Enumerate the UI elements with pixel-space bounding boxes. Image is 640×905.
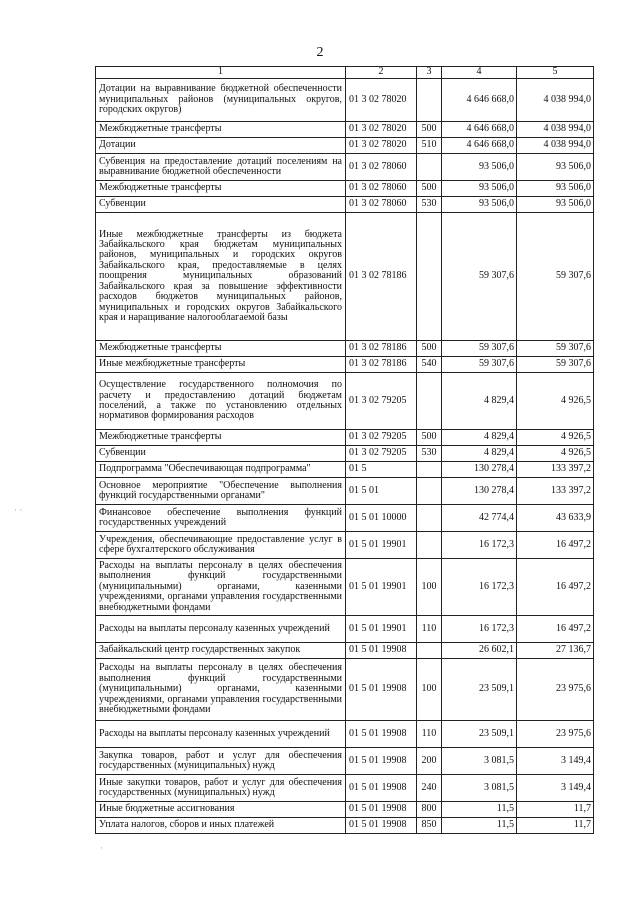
table-row: [96, 559, 594, 616]
table-row: [96, 616, 594, 643]
row-value-2025-cell: 59 307,6: [517, 357, 594, 373]
row-code-cell: 01 3 02 79205: [346, 430, 417, 446]
row-name-cell: Межбюджетные трансферты: [96, 341, 346, 357]
row-value-2024-cell: 26 602,1: [442, 643, 517, 659]
row-value-2025-cell: 23 975,6: [517, 659, 594, 721]
row-value-2024-cell: 59 307,6: [442, 357, 517, 373]
row-value-2024-cell: 4 646 668,0: [442, 122, 517, 138]
row-code-cell: 01 5 01 19908: [346, 775, 417, 802]
row-vr-cell: [417, 478, 442, 505]
row-value-2024-cell: 42 774,4: [442, 505, 517, 532]
row-name-cell: Субвенция на предоставление дотаций поселениям на выравнивание бюджетной обеспеченности: [96, 154, 346, 181]
row-name-cell: Субвенции: [96, 446, 346, 462]
row-vr-cell: 100: [417, 559, 442, 616]
row-value-2025-cell: 11,7: [517, 818, 594, 834]
table-row: [96, 505, 594, 532]
table-row: [96, 721, 594, 748]
column-header: 1: [96, 67, 346, 79]
row-code-cell: 01 3 02 78060: [346, 181, 417, 197]
table-row: [96, 154, 594, 181]
table-row: [96, 478, 594, 505]
row-vr-cell: 100: [417, 659, 442, 721]
row-code-cell: 01 3 02 78020: [346, 79, 417, 122]
row-value-2024-cell: 4 646 668,0: [442, 138, 517, 154]
row-vr-cell: 240: [417, 775, 442, 802]
row-value-2024-cell: 93 506,0: [442, 154, 517, 181]
table-row: [96, 79, 594, 122]
row-value-2024-cell: 93 506,0: [442, 197, 517, 213]
row-name-cell: Закупка товаров, работ и услуг для обеспечения государственных (муниципальных) нужд: [96, 748, 346, 775]
row-name-cell: Иные закупки товаров, работ и услуг для обеспечения государственных (муниципальных) нужд: [96, 775, 346, 802]
scan-speck: · ·: [14, 505, 23, 515]
row-value-2024-cell: 4 829,4: [442, 446, 517, 462]
row-code-cell: 01 5 01 10000: [346, 505, 417, 532]
row-vr-cell: 530: [417, 197, 442, 213]
row-code-cell: 01 3 02 78020: [346, 122, 417, 138]
table-row: [96, 775, 594, 802]
row-vr-cell: 530: [417, 446, 442, 462]
table-row: [96, 430, 594, 446]
row-value-2025-cell: 16 497,2: [517, 559, 594, 616]
row-value-2025-cell: 93 506,0: [517, 181, 594, 197]
row-value-2024-cell: 11,5: [442, 802, 517, 818]
row-code-cell: 01 5 01 19901: [346, 559, 417, 616]
table-row: [96, 643, 594, 659]
row-vr-cell: 540: [417, 357, 442, 373]
table-row: [96, 802, 594, 818]
row-vr-cell: [417, 213, 442, 341]
row-value-2025-cell: 16 497,2: [517, 616, 594, 643]
row-name-cell: Учреждения, обеспечивающие предоставление услуг в сфере бухгалтерского обслуживания: [96, 532, 346, 559]
row-vr-cell: 500: [417, 341, 442, 357]
row-vr-cell: 510: [417, 138, 442, 154]
row-vr-cell: 200: [417, 748, 442, 775]
table-row: [96, 373, 594, 430]
row-vr-cell: 500: [417, 122, 442, 138]
row-value-2024-cell: 59 307,6: [442, 213, 517, 341]
table-row: [96, 462, 594, 478]
row-value-2025-cell: 133 397,2: [517, 478, 594, 505]
row-vr-cell: [417, 373, 442, 430]
row-value-2024-cell: 4 829,4: [442, 430, 517, 446]
row-name-cell: Межбюджетные трансферты: [96, 181, 346, 197]
row-value-2025-cell: 4 926,5: [517, 430, 594, 446]
row-value-2024-cell: 4 646 668,0: [442, 79, 517, 122]
scan-speck: ·: [100, 843, 103, 853]
budget-table: [95, 66, 594, 834]
row-value-2024-cell: 23 509,1: [442, 659, 517, 721]
column-header: 5: [517, 67, 594, 79]
row-value-2025-cell: 43 633,9: [517, 505, 594, 532]
row-value-2024-cell: 130 278,4: [442, 478, 517, 505]
row-code-cell: 01 5 01 19901: [346, 532, 417, 559]
row-value-2025-cell: 59 307,6: [517, 341, 594, 357]
row-vr-cell: 110: [417, 616, 442, 643]
row-name-cell: Иные межбюджетные трансферты из бюджета Забайкальского края бюджетам муниципальных районов, муниципальных и городских округов Забайкальского края, предоставляемые в целях поощрения муниципальных образований Забайкальского края за повышение эффективности расходов бюджетов муниципальных районов, муниципальных и городских округов Забайкальского края и наращивание налогооблагаемой базы: [96, 213, 346, 341]
row-code-cell: 01 5 01 19901: [346, 616, 417, 643]
row-vr-cell: [417, 505, 442, 532]
row-name-cell: Осуществление государственного полномочия по расчету и предоставлению дотаций бюджетам поселений, а также по установлению отдельных нормативов формирования расходов: [96, 373, 346, 430]
table-row: [96, 357, 594, 373]
row-value-2025-cell: 4 038 994,0: [517, 138, 594, 154]
row-code-cell: 01 5: [346, 462, 417, 478]
row-vr-cell: 110: [417, 721, 442, 748]
row-value-2025-cell: 3 149,4: [517, 748, 594, 775]
row-code-cell: 01 3 02 78060: [346, 154, 417, 181]
row-vr-cell: [417, 154, 442, 181]
row-value-2025-cell: 4 038 994,0: [517, 79, 594, 122]
row-value-2025-cell: 133 397,2: [517, 462, 594, 478]
row-code-cell: 01 3 02 78186: [346, 213, 417, 341]
row-code-cell: 01 3 02 79205: [346, 373, 417, 430]
row-name-cell: Расходы на выплаты персоналу в целях обеспечения выполнения функций государственными (муниципальными) органами, казенными учреждениями, органами управления государственными внебюджетными фондами: [96, 659, 346, 721]
column-header: 4: [442, 67, 517, 79]
row-name-cell: Субвенции: [96, 197, 346, 213]
row-code-cell: 01 5 01 19908: [346, 818, 417, 834]
row-vr-cell: [417, 643, 442, 659]
row-value-2025-cell: 27 136,7: [517, 643, 594, 659]
column-header: 3: [417, 67, 442, 79]
table-row: [96, 532, 594, 559]
row-value-2024-cell: 3 081,5: [442, 775, 517, 802]
row-code-cell: 01 5 01 19908: [346, 643, 417, 659]
row-value-2025-cell: 4 038 994,0: [517, 122, 594, 138]
row-name-cell: Подпрограмма "Обеспечивающая подпрограмма": [96, 462, 346, 478]
row-value-2025-cell: 11,7: [517, 802, 594, 818]
row-code-cell: 01 3 02 78186: [346, 341, 417, 357]
row-name-cell: Уплата налогов, сборов и иных платежей: [96, 818, 346, 834]
row-code-cell: 01 5 01 19908: [346, 748, 417, 775]
row-name-cell: Забайкальский центр государственных закупок: [96, 643, 346, 659]
row-name-cell: Дотации на выравнивание бюджетной обеспеченности муниципальных районов (муниципальных округов, городских округов): [96, 79, 346, 122]
row-name-cell: Финансовое обеспечение выполнения функций государственных учреждений: [96, 505, 346, 532]
row-name-cell: Иные межбюджетные трансферты: [96, 357, 346, 373]
page-number: 2: [316, 45, 324, 60]
column-header: 2: [346, 67, 417, 79]
row-value-2025-cell: 93 506,0: [517, 197, 594, 213]
row-code-cell: 01 3 02 78020: [346, 138, 417, 154]
table-row: [96, 197, 594, 213]
row-vr-cell: [417, 532, 442, 559]
row-vr-cell: [417, 79, 442, 122]
row-value-2025-cell: 16 497,2: [517, 532, 594, 559]
row-value-2025-cell: 4 926,5: [517, 373, 594, 430]
row-vr-cell: 500: [417, 181, 442, 197]
row-value-2024-cell: 3 081,5: [442, 748, 517, 775]
row-code-cell: 01 3 02 78060: [346, 197, 417, 213]
row-value-2025-cell: 4 926,5: [517, 446, 594, 462]
row-name-cell: Межбюджетные трансферты: [96, 430, 346, 446]
row-value-2024-cell: 16 172,3: [442, 532, 517, 559]
row-value-2024-cell: 23 509,1: [442, 721, 517, 748]
row-name-cell: Основное мероприятие "Обеспечение выполнения функций государственными органами": [96, 478, 346, 505]
row-value-2024-cell: 11,5: [442, 818, 517, 834]
table-row: [96, 138, 594, 154]
row-name-cell: Расходы на выплаты персоналу казенных учреждений: [96, 721, 346, 748]
table-row: [96, 446, 594, 462]
row-value-2024-cell: 16 172,3: [442, 559, 517, 616]
row-name-cell: Иные бюджетные ассигнования: [96, 802, 346, 818]
row-code-cell: 01 5 01 19908: [346, 659, 417, 721]
table-row: [96, 818, 594, 834]
row-value-2025-cell: 23 975,6: [517, 721, 594, 748]
row-name-cell: Межбюджетные трансферты: [96, 122, 346, 138]
row-name-cell: Расходы на выплаты персоналу в целях обеспечения выполнения функций государственными (муниципальными) органами, казенными учреждениями, органами управления государственными внебюджетными фондами: [96, 559, 346, 616]
row-value-2024-cell: 59 307,6: [442, 341, 517, 357]
table-row: [96, 181, 594, 197]
row-value-2025-cell: 3 149,4: [517, 775, 594, 802]
row-name-cell: Дотации: [96, 138, 346, 154]
table-header-row: [96, 67, 594, 79]
row-value-2024-cell: 16 172,3: [442, 616, 517, 643]
row-code-cell: 01 5 01: [346, 478, 417, 505]
row-value-2024-cell: 130 278,4: [442, 462, 517, 478]
row-name-cell: Расходы на выплаты персоналу казенных учреждений: [96, 616, 346, 643]
row-code-cell: 01 5 01 19908: [346, 802, 417, 818]
row-code-cell: 01 3 02 79205: [346, 446, 417, 462]
table-row: [96, 748, 594, 775]
row-value-2025-cell: 59 307,6: [517, 213, 594, 341]
row-code-cell: 01 5 01 19908: [346, 721, 417, 748]
table-row: [96, 122, 594, 138]
row-vr-cell: 500: [417, 430, 442, 446]
table-row: [96, 341, 594, 357]
row-value-2024-cell: 93 506,0: [442, 181, 517, 197]
row-value-2025-cell: 93 506,0: [517, 154, 594, 181]
row-vr-cell: 850: [417, 818, 442, 834]
table-row: [96, 659, 594, 721]
row-vr-cell: [417, 462, 442, 478]
row-vr-cell: 800: [417, 802, 442, 818]
row-code-cell: 01 3 02 78186: [346, 357, 417, 373]
table-row: [96, 213, 594, 341]
row-value-2024-cell: 4 829,4: [442, 373, 517, 430]
